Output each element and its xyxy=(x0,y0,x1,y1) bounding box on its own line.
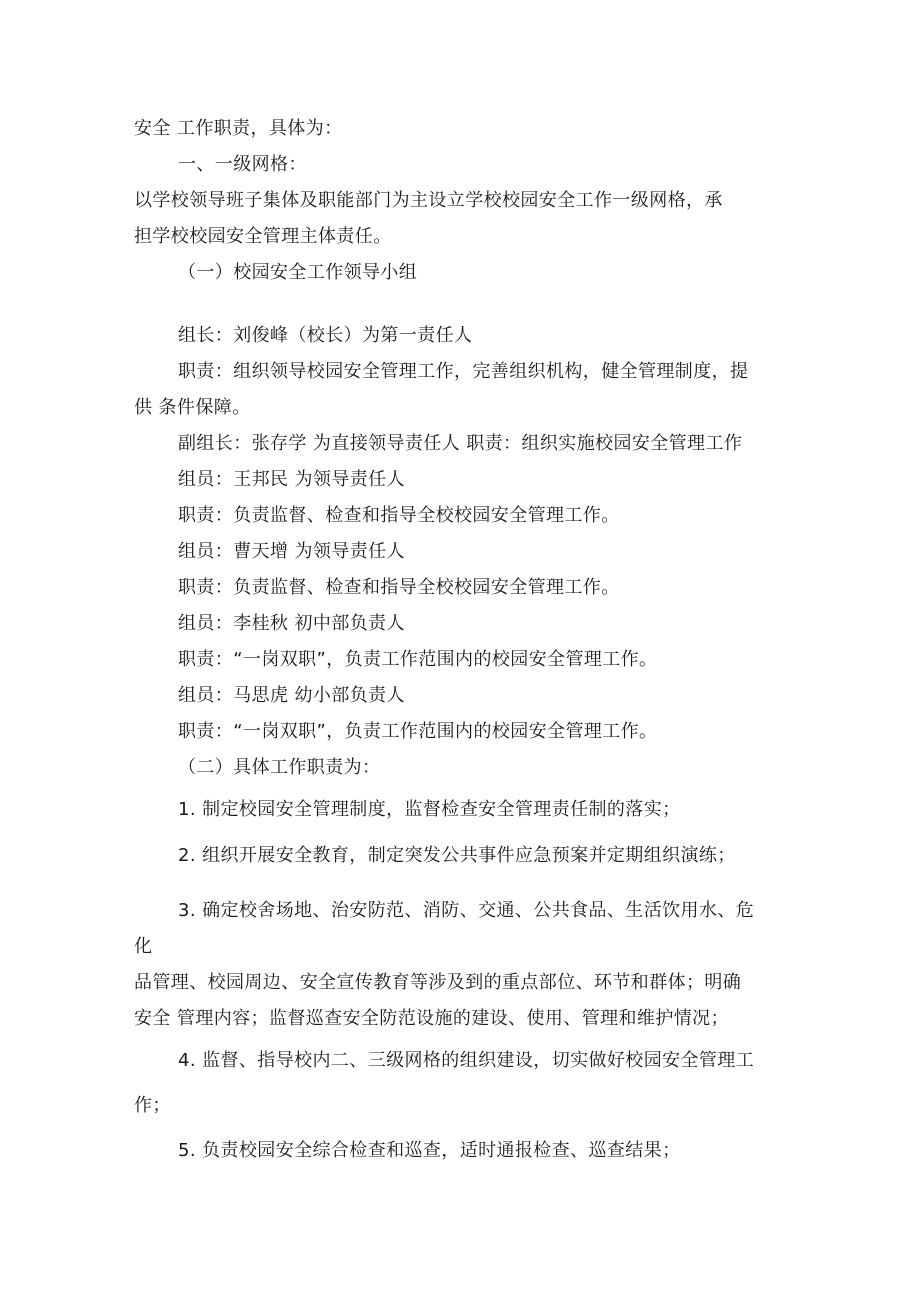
duty-line: 职责：“一岗双职”，负责工作范围内的校园安全管理工作。 xyxy=(178,721,658,742)
list-item-continued: 作； xyxy=(134,1095,171,1116)
section-heading-level-1: 一、一级网格： xyxy=(178,154,307,175)
paragraph-line: 担学校校园安全管理主体责任。 xyxy=(134,226,392,247)
member-line: 组员：马思虎 幼小部负责人 xyxy=(178,685,405,706)
member-line: 组员：王邦民 为领导责任人 xyxy=(178,469,405,490)
leader-line: 组长：刘俊峰（校长）为第一责任人 xyxy=(178,325,473,346)
subsection-heading: （二）具体工作职责为： xyxy=(178,757,381,778)
duty-line: 职责：负责监督、检查和指导全校校园安全管理工作。 xyxy=(178,577,620,598)
deputy-leader-line: 副组长：张存学 为直接领导责任人 职责：组织实施校园安全管理工作 xyxy=(178,433,743,454)
duty-line: 职责：“一岗双职”，负责工作范围内的校园安全管理工作。 xyxy=(178,649,658,670)
list-item-continued: 安全 管理内容；监督巡查安全防范设施的建设、使用、管理和维护情况； xyxy=(134,1008,729,1029)
intro-line: 安全 工作职责，具体为： xyxy=(134,118,343,139)
duty-line-continued: 供 条件保障。 xyxy=(134,397,251,418)
subsection-heading: （一）校园安全工作领导小组 xyxy=(178,262,418,283)
list-item: 3. 确定校舍场地、治安防范、消防、交通、公共食品、生活饮用水、危 xyxy=(178,900,755,921)
list-item-continued: 品管理、校园周边、安全宣传教育等涉及到的重点部位、环节和群体；明确 xyxy=(134,972,742,993)
list-item: 2. 组织开展安全教育，制定突发公共事件应急预案并定期组织演练； xyxy=(178,845,736,866)
duty-line: 职责：组织领导校园安全管理工作，完善组织机构，健全管理制度，提 xyxy=(178,361,749,382)
duty-line: 职责：负责监督、检查和指导全校校园安全管理工作。 xyxy=(178,505,620,526)
member-line: 组员：李桂秋 初中部负责人 xyxy=(178,613,405,634)
member-line: 组员：曹天增 为领导责任人 xyxy=(178,541,405,562)
list-item-continued: 化 xyxy=(134,936,153,957)
list-item: 4. 监督、指导校内二、三级网格的组织建设，切实做好校园安全管理工 xyxy=(178,1050,755,1071)
list-item: 5. 负责校园安全综合检查和巡查，适时通报检查、巡查结果； xyxy=(178,1140,681,1161)
paragraph-line: 以学校领导班子集体及职能部门为主设立学校校园安全工作一级网格，承 xyxy=(134,190,723,211)
list-item: 1. 制定校园安全管理制度，监督检查安全管理责任制的落实； xyxy=(178,799,681,820)
